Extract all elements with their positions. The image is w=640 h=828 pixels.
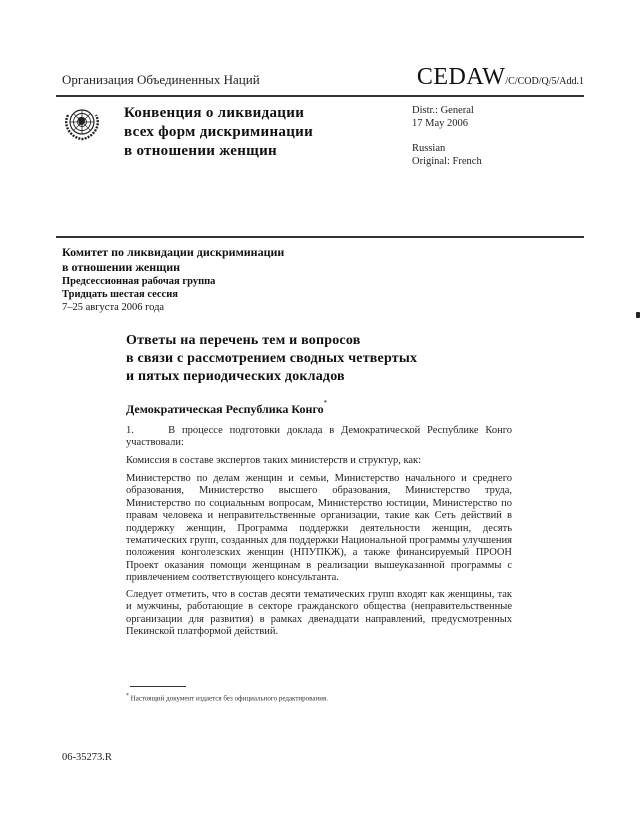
symbol-suffix: /C/COD/Q/5/Add.1 <box>505 76 584 87</box>
symbol-main: CEDAW <box>416 64 506 90</box>
document-number: 06-35273.R <box>62 752 112 763</box>
footnote <box>126 693 328 702</box>
paragraph-2: Комиссия в составе экспертов таких министерств и структур, как: <box>126 455 422 466</box>
convention-title-line: всех форм дискриминации <box>124 124 314 140</box>
un-emblem-icon <box>62 103 102 143</box>
distribution-type: Distr.: General <box>412 105 474 116</box>
working-group: Предсессионная рабочая группа <box>62 276 216 287</box>
country-name: Демократическая Республика Конго <box>126 402 324 416</box>
committee-block <box>62 245 284 314</box>
language: Russian <box>412 143 446 154</box>
footnote-reference: * <box>323 399 328 407</box>
organization-name: Организация Объединенных Наций <box>62 72 260 87</box>
paragraph-3: Министерство по делам женщин и семьи, Министерство начального и среднего образования, Министерство высшего образования, Министерство труда, Министерство по социальным вопросам, Министерство юстиции, Министерство по правам человека и неправительственные организации, такие как Сеть действий в поддержку женщин, Программа поддержки деятельности женщин, десять тематических групп, созданных для поддержки Национальной программы улучшения положения конголезских женщин (НПУПКЖ), а также финансируемый ПРООН Проект оказания помощи женщинам в реализации вышеуказанной программы с привлечением соответствующего консультанта. <box>126 473 512 584</box>
document-title <box>126 332 417 386</box>
session: Тридцать шестая сессия <box>62 289 178 300</box>
convention-title-line: Конвенция о ликвидации <box>124 105 305 121</box>
issue-date: 17 May 2006 <box>412 118 468 129</box>
distribution-block <box>412 104 482 168</box>
section-rule <box>56 236 584 238</box>
document-title-line: и пятых периодических докладов <box>126 369 345 384</box>
footnote-rule <box>130 686 186 687</box>
session-dates: 7–25 августа 2006 года <box>62 302 165 313</box>
paragraph-4: Следует отметить, что в состав десяти тематических групп входят как женщины, так и мужчины, работающие в секторе гражданского общества (неправительственные организации для развития) в рамках двенадцати направлений, предусмотренных Пекинской платформой действий. <box>126 589 512 638</box>
original-language: Original: French <box>412 156 482 167</box>
document-title-line: Ответы на перечень тем и вопросов <box>126 333 361 348</box>
footnote-text: Настоящий документ издается без официального редактирования. <box>130 694 328 703</box>
country-heading <box>126 399 328 417</box>
document-symbol <box>417 64 584 91</box>
margin-mark <box>636 312 640 318</box>
header-rule <box>56 95 584 97</box>
committee-name-line: в отношении женщин <box>62 260 181 274</box>
committee-name-line: Комитет по ликвидации дискриминации <box>62 245 285 259</box>
document-title-line: в связи с рассмотрением сводных четвертых <box>126 351 418 366</box>
convention-title-line: в отношении женщин <box>124 143 277 159</box>
paragraph-1: 1. В процессе подготовки доклада в Демократической Республике Конго участвовали: <box>126 425 515 449</box>
convention-title <box>124 104 313 161</box>
footnote-marker: * <box>126 693 129 699</box>
